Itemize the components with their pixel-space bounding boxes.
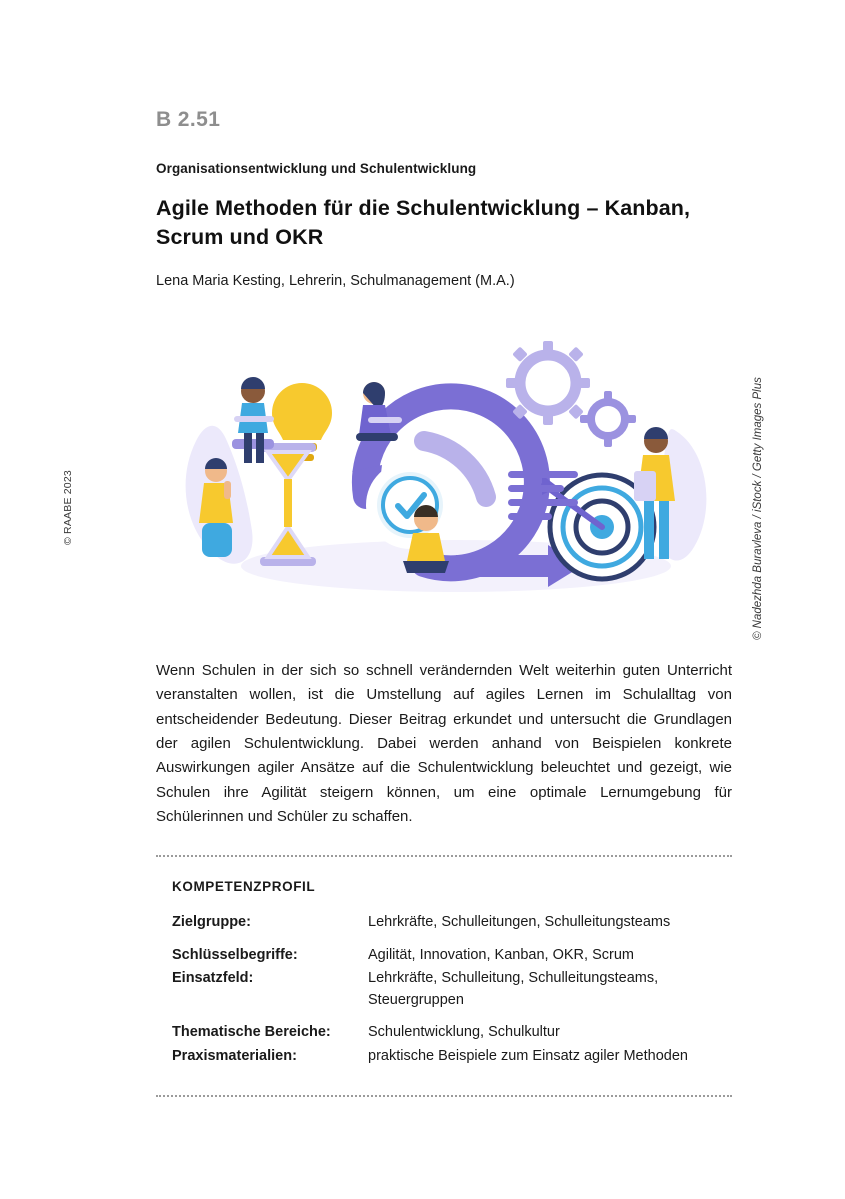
profile-key: Zielgruppe: [172, 914, 251, 931]
agile-methods-illustration [156, 321, 732, 631]
document-code: B 2.51 [156, 108, 221, 131]
table-row [172, 968, 732, 1013]
table-row [172, 1046, 732, 1069]
divider-bottom [156, 1095, 732, 1097]
profile-table [172, 912, 732, 1069]
profile-heading: KOMPETENZPROFIL [172, 879, 316, 895]
profile-value: Lehrkräfte, Schulleitungen, Schulleitungsteams [368, 914, 671, 931]
profile-key: Schlüsselbegriffe: [172, 946, 298, 963]
document-content [156, 0, 732, 1097]
image-credit: © Nadezhda Buravleva / iStock / Getty Images Plus [752, 377, 764, 640]
profile-value: praktische Beispiele zum Einsatz agiler Methoden [368, 1047, 688, 1064]
divider-top [156, 855, 732, 857]
table-row [172, 936, 732, 968]
profile-value: Lehrkräfte, Schulleitung, Schulleitungsteams, Steuergruppen [368, 970, 659, 1008]
profile-value: Schulentwicklung, Schulkultur [368, 1024, 560, 1041]
profile-value: Agilität, Innovation, Kanban, OKR, Scrum [368, 946, 634, 963]
profile-key: Praxismaterialien: [172, 1047, 297, 1064]
table-row [172, 912, 732, 935]
profile-key: Einsatzfeld: [172, 970, 254, 987]
page-title: Agile Methoden für die Schulentwicklung – Kanban, Scrum und OKR [156, 196, 691, 249]
competency-profile [156, 879, 732, 1069]
profile-key: Thematische Bereiche: [172, 1024, 331, 1041]
author-line: Lena Maria Kesting, Lehrerin, Schulmanagement (M.A.) [156, 273, 515, 290]
series-label: Organisationsentwicklung und Schulentwicklung [156, 161, 477, 176]
copyright-note: © RAABE 2023 [62, 470, 74, 545]
abstract-text: Wenn Schulen in der sich so schnell verändernden Welt weiterhin guten Unterricht veranstalten wollen, ist die Umstellung auf agiles Lernen im Schulalltag von entscheidender Bedeutung. Dieser Beitrag erkundet und untersucht die Grundlagen der agilen Schulentwicklung. Dabei werden anhand von Beispielen konkrete Auswirkungen agiler Ansätze auf die Schulentwicklung beleuchtet und gezeigt, wie Schulen ihre Agilität steigern können, um eine optimale Lernumgebung für Schülerinnen und Schüler zu schaffen. [156, 662, 732, 825]
table-row [172, 1013, 732, 1045]
